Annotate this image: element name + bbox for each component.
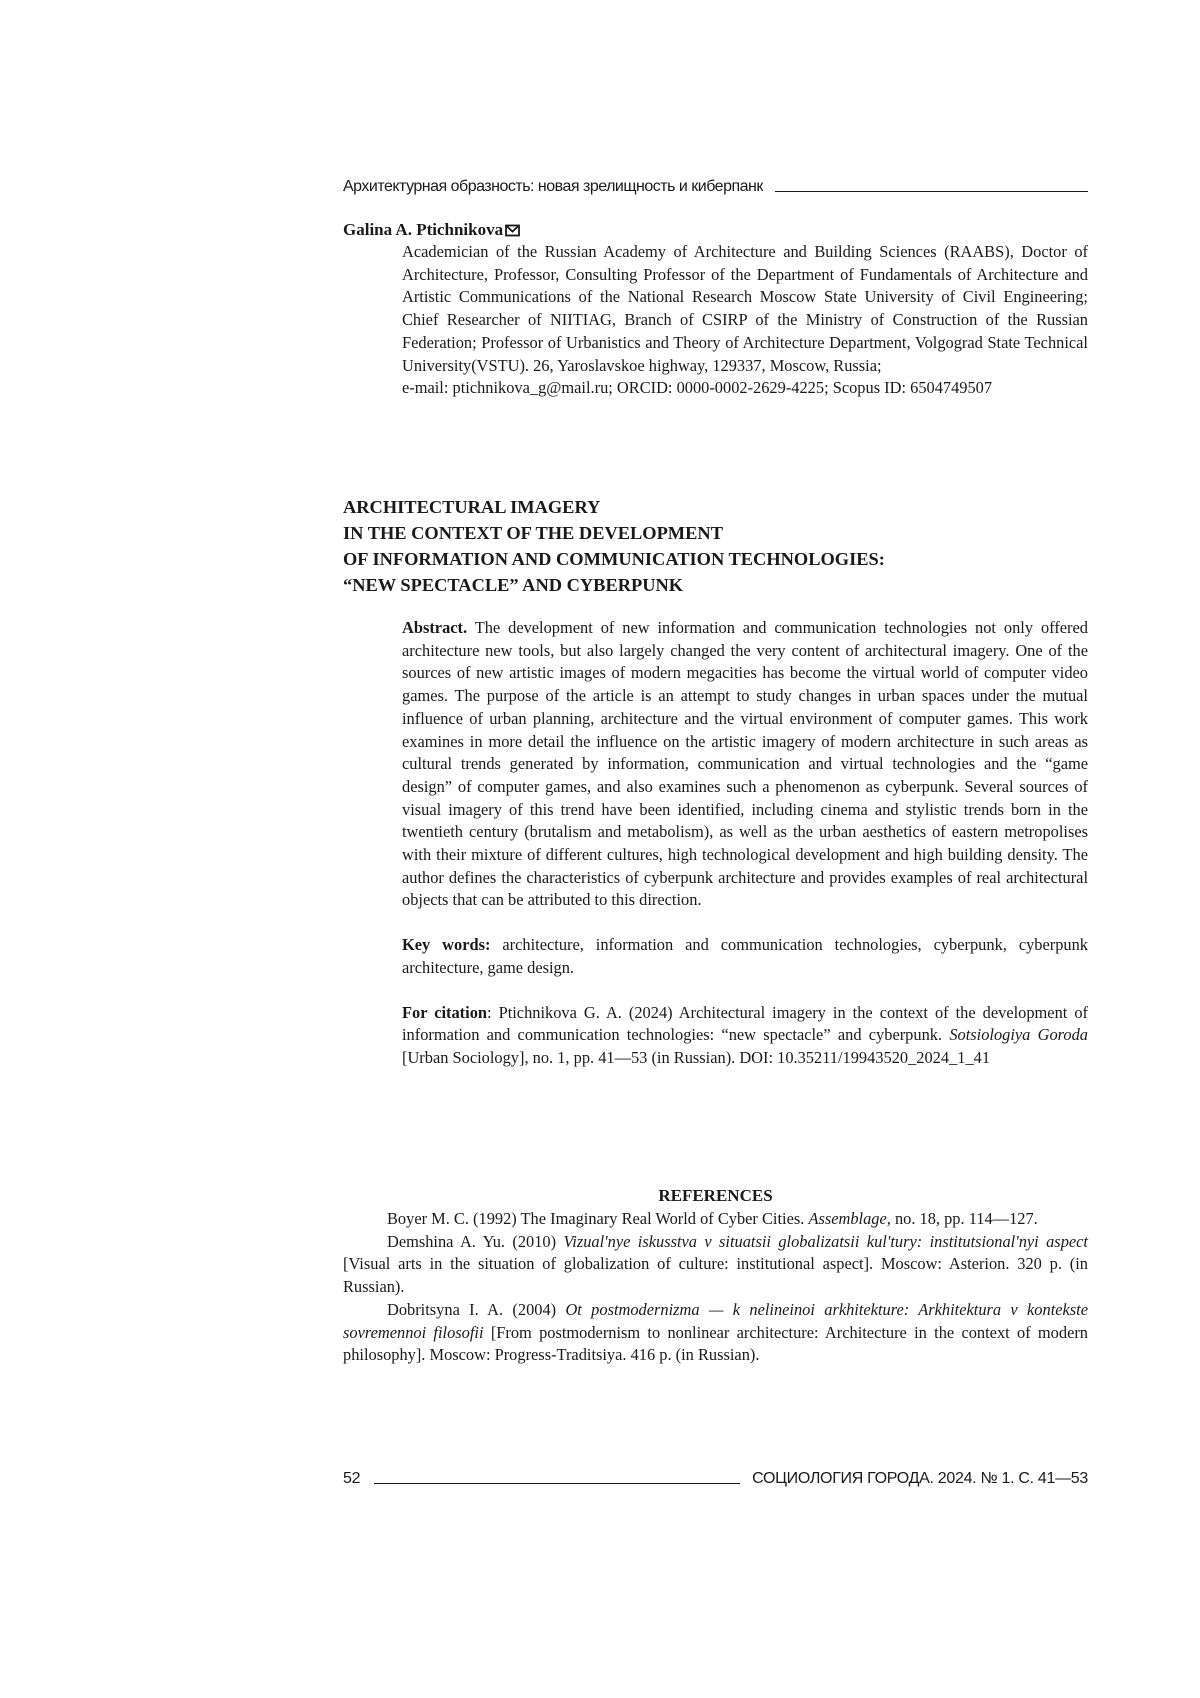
abstract-section bbox=[402, 617, 1088, 1070]
footer-rule bbox=[374, 1483, 740, 1484]
abstract-text: The development of new information and communication technologies not only offered architecture new tools, but also largely changed the very content of architectural imagery. One of the sources of new artistic images of modern megacities has become the virtual world of computer video games. The purpose of the article is an attempt to study changes in urban spaces under the mutual influence of urban planning, architecture and the virtual environment of computer games. This work examines in more detail the influence on the artistic imagery of modern architecture in such areas as cultural trends generated by information, communication and virtual technologies and the “game design” of computer games, and also examines such a phenomenon as cyberpunk. Several sources of visual imagery of this trend have been identified, including cinema and stylistic trends born in the twentieth century (brutalism and metabolism), as well as the urban aesthetics of eastern metropolises with their mixture of different cultures, high technological development and high building density. The author defines the characteristics of cyberpunk architecture and provides examples of real architectural objects that can be attributed to this direction. bbox=[402, 618, 1088, 909]
author-name-line bbox=[343, 220, 520, 242]
citation bbox=[402, 1002, 1088, 1070]
reference-post: [Visual arts in the situation of globalization of culture: institutional aspect]. Moscow: Asterion. 320 p. (in Russian). bbox=[343, 1254, 1088, 1296]
title-line: OF INFORMATION AND COMMUNICATION TECHNOLOGIES: bbox=[343, 546, 1088, 572]
running-title: Архитектурная образность: новая зрелищность и киберпанк bbox=[343, 178, 763, 196]
reference-italic: Ot postmodernizma — k nelineinoi arkhitekture: Arkhitektura v kontekste sovremennoi filosofii bbox=[343, 1300, 1088, 1342]
title-line: IN THE CONTEXT OF THE DEVELOPMENT bbox=[343, 520, 1088, 546]
reference-pre: Boyer M. C. (1992) The Imaginary Real World of Cyber Cities. bbox=[387, 1209, 808, 1228]
page-number: 52 bbox=[343, 1470, 360, 1488]
keywords bbox=[402, 934, 1088, 979]
references-list bbox=[343, 1208, 1088, 1367]
abstract-label: Abstract. bbox=[402, 618, 467, 637]
keywords-text: architecture, information and communication technologies, cyberpunk, cyberpunk architecture, game design. bbox=[402, 935, 1088, 977]
reference-item bbox=[343, 1299, 1088, 1367]
affiliation-text: Academician of the Russian Academy of Architecture and Building Sciences (RAABS), Doctor of Architecture, Professor, Consulting Professor of the Department of Fundamentals of Architecture and Artistic Communications of the National Research Moscow State University of Civil Engineering; Chief Researcher of NIITIAG, Branch of CSIRP of the Ministry of Construction of the Russian Federation; Professor of Urbanistics and Theory of Architecture Department, Volgograd State Technical University(VSTU). 26, Yaroslavskoe highway, 129337, Moscow, Russia; bbox=[402, 241, 1088, 377]
references-heading: REFERENCES bbox=[343, 1186, 1088, 1206]
author-affiliation bbox=[402, 241, 1088, 400]
article-title bbox=[343, 494, 1088, 598]
reference-post: [From postmodernism to nonlinear architecture: Architecture in the context of modern philosophy]. Moscow: Progress-Traditsiya. 416 p. (in Russian). bbox=[343, 1323, 1088, 1365]
title-line: “NEW SPECTACLE” AND CYBERPUNK bbox=[343, 572, 1088, 598]
citation-journal: Sotsiologiya Goroda bbox=[949, 1025, 1088, 1044]
reference-pre: Dobritsyna I. A. (2004) bbox=[387, 1300, 565, 1319]
reference-item bbox=[343, 1231, 1088, 1299]
reference-post: no. 18, pp. 114—127. bbox=[891, 1209, 1038, 1228]
reference-italic: Vizual'nye iskusstva v situatsii globalizatsii kul'tury: institutsional'nyi aspect bbox=[563, 1232, 1088, 1251]
citation-label: For citation bbox=[402, 1003, 487, 1022]
envelope-icon bbox=[505, 222, 520, 242]
citation-pre: : Ptichnikova G. A. (2024) Architectural imagery in the context of the development of information and communication technologies: “new spectacle” and cyberpunk. bbox=[402, 1003, 1088, 1045]
abstract bbox=[402, 617, 1088, 912]
keywords-label: Key words: bbox=[402, 935, 490, 954]
reference-italic: Assemblage, bbox=[808, 1209, 890, 1228]
page-footer bbox=[343, 1466, 1088, 1488]
header-rule bbox=[775, 191, 1088, 192]
reference-pre: Demshina A. Yu. (2010) bbox=[387, 1232, 563, 1251]
journal-info: СОЦИОЛОГИЯ ГОРОДА. 2024. № 1. С. 41—53 bbox=[752, 1470, 1088, 1488]
title-line: ARCHITECTURAL IMAGERY bbox=[343, 494, 1088, 520]
author-contacts: e-mail: ptichnikova_g@mail.ru; ORCID: 0000-0002-2629-4225; Scopus ID: 6504749507 bbox=[402, 377, 1088, 400]
reference-item bbox=[343, 1208, 1088, 1231]
running-header bbox=[343, 174, 1088, 196]
author-name: Galina A. Ptichnikova bbox=[343, 220, 503, 239]
citation-post: [Urban Sociology], no. 1, pp. 41—53 (in Russian). DOI: 10.35211/19943520_2024_1_41 bbox=[402, 1048, 990, 1067]
